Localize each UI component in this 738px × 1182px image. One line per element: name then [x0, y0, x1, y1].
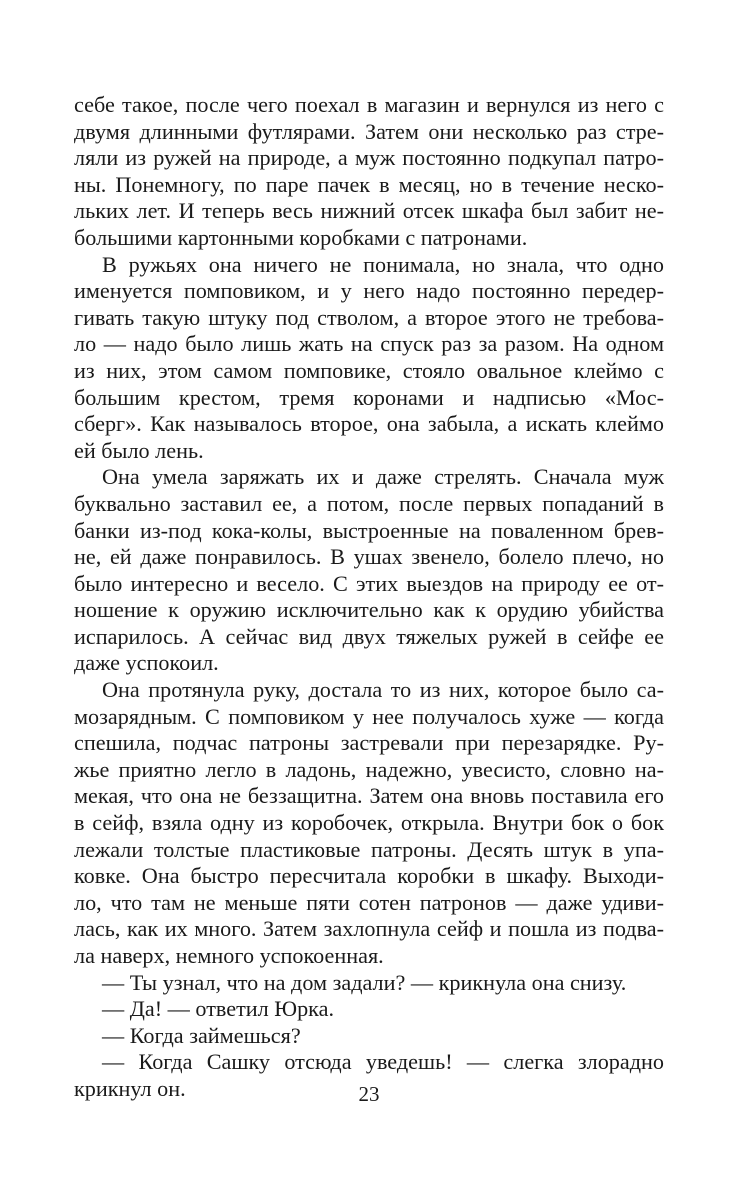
text-line: гивать такую штуку под стволом, а второе этого не требова-: [74, 304, 664, 330]
page-body: [74, 92, 664, 1103]
text-line: ны. Понемногу, по паре пачек в месяц, но в течение неско-: [74, 171, 664, 197]
page-number: 23: [358, 1082, 380, 1106]
text-line: ковке. Она быстро пересчитала коробки в шкафу. Выходи-: [74, 863, 664, 889]
text-line: лежали толстые пластиковые патроны. Десять штук в упа-: [74, 836, 664, 862]
paragraph-4: [74, 677, 664, 970]
text-line: было интересно и весело. С этих выездов на природу ее от-: [74, 570, 664, 596]
text-line: большими картонными коробками с патронами.: [74, 224, 528, 250]
text-line: буквально заставил ее, а потом, после первых попаданий в: [74, 490, 664, 516]
text-line: даже успокоил.: [74, 650, 219, 676]
text-line: крикнул он.: [74, 1075, 186, 1101]
text-line: ло — надо было лишь жать на спуск раз за разом. На одном: [74, 331, 664, 357]
text-line: именуется помповиком, и у него надо постоянно передер-: [74, 278, 664, 304]
dialogue-line-2: [74, 996, 664, 1023]
text-line: льких лет. И теперь весь нижний отсек шкафа был забит не-: [74, 198, 664, 224]
text-line: сберг». Как называлось второе, она забыла, а искать клеймо: [74, 411, 664, 437]
text-line: — Когда Сашку отсюда уведешь! — слегка злорадно: [102, 1049, 664, 1075]
text-line: — Ты узнал, что на дом задали? — крикнула она снизу.: [102, 969, 627, 995]
text-line: жье приятно легло в ладонь, надежно, увесисто, словно на-: [74, 756, 664, 782]
text-line: спешила, подчас патроны застревали при перезарядке. Ру-: [74, 730, 664, 756]
text-line: — Когда займешься?: [102, 1022, 301, 1048]
text-line: большим крестом, тремя коронами и надписью «Мос-: [74, 384, 664, 410]
text-line: ла наверх, немного успокоенная.: [74, 943, 384, 968]
text-line: Она умела заряжать их и даже стрелять. Сначала муж: [102, 464, 664, 490]
text-line: В ружьях она ничего не понимала, но знала, что одно: [102, 251, 664, 277]
text-line: — Да! — ответил Юрка.: [102, 996, 335, 1022]
text-line: мозарядным. С помповиком у нее получалось хуже — когда: [74, 703, 664, 729]
dialogue-line-1: [74, 970, 664, 997]
text-line: ляли из ружей на природе, а муж постоянно подкупал патро-: [74, 145, 664, 171]
dialogue-line-3: [74, 1023, 664, 1050]
text-line: себе такое, после чего поехал в магазин и вернулся из него с: [74, 92, 664, 117]
text-line: Она протянула руку, достала то из них, которое было са-: [102, 677, 664, 703]
text-line: мекая, что она не беззащитна. Затем она вновь поставила его: [74, 783, 664, 809]
paragraph-2: [74, 252, 664, 465]
text-line: ношение к оружию исключительно как к орудию убийства: [74, 597, 664, 623]
paragraph-3: [74, 464, 664, 677]
text-line: ей было лень.: [74, 437, 204, 463]
text-line: испарилось. А сейчас вид двух тяжелых ружей в сейфе ее: [74, 623, 664, 649]
paragraph-1: [74, 92, 664, 252]
text-line: не, ей даже понравилось. В ушах звенело, болело плечо, но: [74, 544, 664, 570]
text-line: из них, этом самом помповике, стояло овальное клеймо с: [74, 357, 664, 383]
text-line: ло, что там не меньше пяти сотен патронов — даже удиви-: [74, 889, 664, 915]
text-line: в сейф, взяла одну из коробочек, открыла. Внутри бок о бок: [74, 810, 664, 836]
text-line: лась, как их много. Затем захлопнула сейф и пошла из подва-: [74, 916, 664, 942]
text-line: банки из-под кока-колы, выстроенные на поваленном брев-: [74, 517, 664, 543]
text-line: двумя длинными футлярами. Затем они несколько раз стре-: [74, 118, 664, 144]
